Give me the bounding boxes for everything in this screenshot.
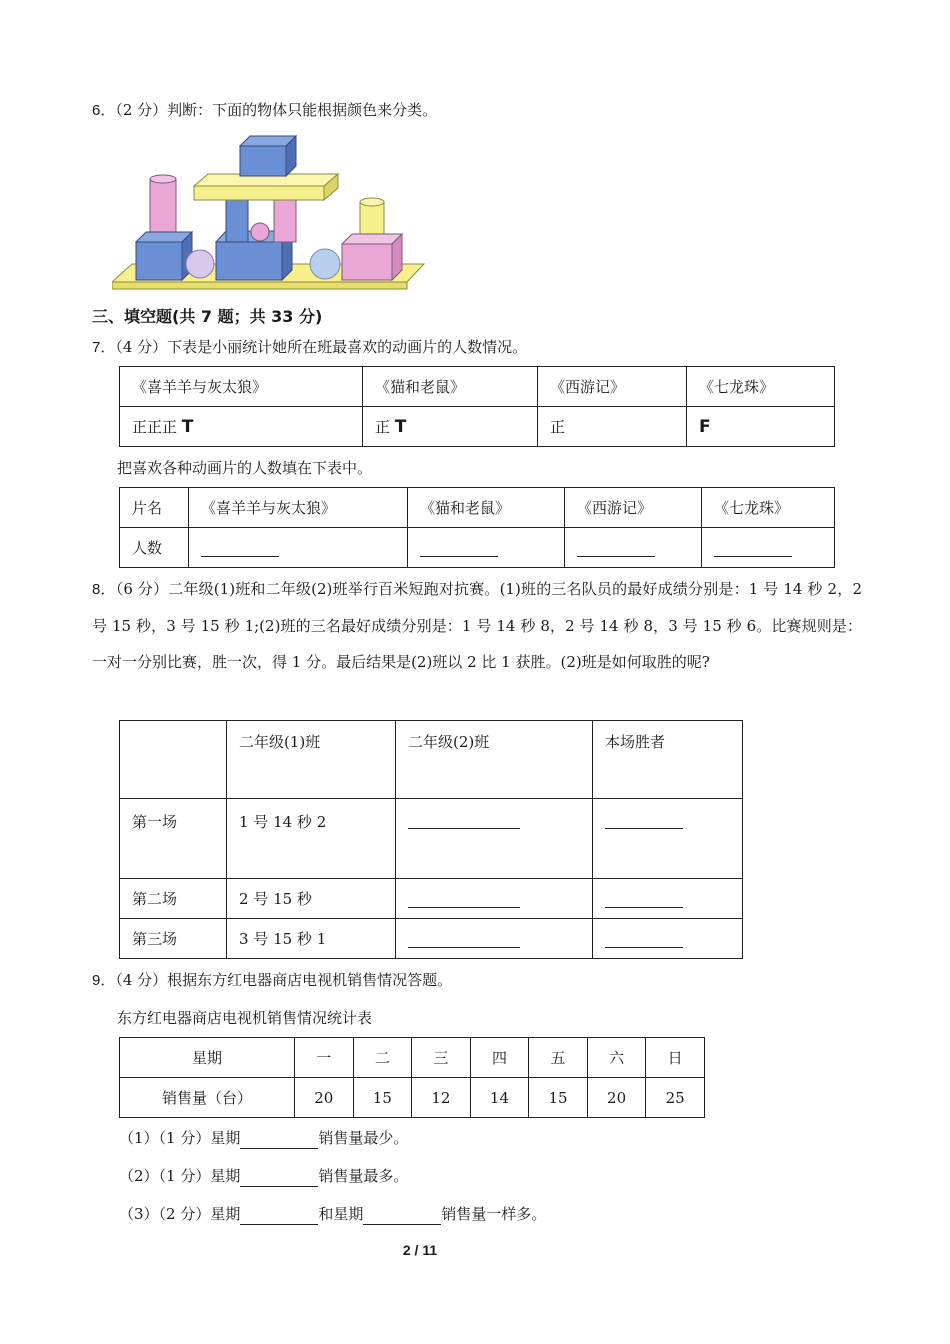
day-cell: 日 [646, 1038, 705, 1078]
answer-blank[interactable] [240, 1208, 318, 1225]
day-cell: 四 [470, 1038, 529, 1078]
sales-cell: 20 [295, 1078, 354, 1118]
fill-cell [408, 528, 565, 568]
fill-title: 《西游记》 [565, 488, 702, 528]
answer-blank[interactable] [605, 812, 683, 829]
q8-winner-cell [593, 919, 743, 959]
fill-title: 《猫和老鼠》 [408, 488, 565, 528]
tally-text: 正 [550, 418, 566, 436]
answer-blank[interactable] [605, 931, 683, 948]
q8-header: 本场胜者 [593, 721, 743, 799]
q8-header: 二年级(1)班 [227, 721, 396, 799]
q8-round-label: 第三场 [120, 919, 227, 959]
q9-text: （4 分）根据东方红电器商店电视机销售情况答题。 [115, 971, 453, 989]
q9-sub1-prefix: （1）（1 分）星期 [119, 1129, 241, 1147]
answer-blank[interactable] [363, 1208, 441, 1225]
q7-line [92, 336, 527, 359]
q7-tally-table [119, 366, 835, 447]
tally-mark: T [181, 417, 192, 437]
q8-header: 二年级(2)班 [396, 721, 593, 799]
left-cube [136, 242, 182, 280]
q9-table-title: 东方红电器商店电视机销售情况统计表 [117, 1009, 373, 1027]
q8-header [120, 721, 227, 799]
blocks-figure [112, 134, 427, 294]
yellow-plank [194, 186, 324, 200]
top-cube [240, 146, 286, 176]
answer-blank[interactable] [240, 1132, 318, 1149]
fill-cell [189, 528, 408, 568]
q9-sub3-suffix: 销售量一样多。 [441, 1205, 547, 1223]
pillar-right [274, 200, 296, 242]
q9-sub2-prefix: （2）（1 分）星期 [119, 1167, 241, 1185]
q8-table [119, 720, 743, 959]
tally-header: 《西游记》 [538, 367, 687, 407]
page-number: 2 / 11 [402, 1242, 438, 1258]
tally-header: 《喜羊羊与灰太狼》 [120, 367, 363, 407]
q9-sub2 [119, 1165, 408, 1187]
fill-cell [565, 528, 702, 568]
q9-number: 9． [92, 972, 116, 989]
tally-text: 正 [375, 418, 391, 436]
sales-cell: 15 [529, 1078, 588, 1118]
answer-blank[interactable] [714, 540, 792, 557]
day-cell: 一 [295, 1038, 354, 1078]
day-cell: 二 [353, 1038, 412, 1078]
day-cell: 六 [587, 1038, 646, 1078]
q7-number: 7． [92, 339, 116, 356]
sales-cell: 25 [646, 1078, 705, 1118]
q6-text: （2 分）判断：下面的物体只能根据颜色来分类。 [115, 101, 438, 119]
answer-blank[interactable] [408, 931, 520, 948]
tally-text: 正正正 [132, 418, 178, 436]
q7-instruction: 把喜欢各种动画片的人数填在下表中。 [117, 459, 373, 477]
q8-class2-cell [396, 879, 593, 919]
sales-cell: 20 [587, 1078, 646, 1118]
q9-sub1-suffix: 销售量最少。 [318, 1129, 409, 1147]
tally-cell [363, 407, 538, 447]
q7-fill-table [119, 487, 835, 568]
sales-row-label: 星期 [120, 1038, 295, 1078]
fill-title: 《喜羊羊与灰太狼》 [189, 488, 408, 528]
tally-mark: F [699, 416, 709, 437]
day-cell: 五 [529, 1038, 588, 1078]
q8-paragraph [92, 571, 862, 680]
answer-blank[interactable] [408, 891, 520, 908]
q8-class1-result: 2 号 15 秒 [227, 879, 396, 919]
tally-cell [120, 407, 363, 447]
q9-sub2-suffix: 销售量最多。 [318, 1167, 409, 1185]
q6-line [92, 99, 437, 122]
fill-cell [702, 528, 835, 568]
sales-cell: 15 [353, 1078, 412, 1118]
q7-text: （4 分）下表是小丽统计她所在班最喜欢的动画片的人数情况。 [115, 338, 528, 356]
right-sphere [310, 249, 340, 279]
answer-blank[interactable] [605, 891, 683, 908]
q8-winner-cell [593, 879, 743, 919]
q8-text: （6 分）二年级(1)班和二年级(2)班举行百米短跑对抗赛。(1)班的三名队员的最好成绩分别是：1 号 14 秒 2，2 号 15 秒，3 号 15 秒 1;(2)班的三名最好成绩分别是：1 号 14 秒 8，2 号 14 秒 8，3 号 15 秒 6。比赛规则是：一对一分别比赛，胜一次，得 1 分。最后结果是(2)班以 2 比 1 获胜。(2)班是如何取胜的呢? [92, 580, 862, 671]
q6-number: 6． [92, 102, 116, 119]
q9-sales-table [119, 1037, 705, 1118]
tally-mark: T [394, 417, 405, 437]
left-sphere [186, 250, 214, 278]
q9-sub3-prefix: （3）（2 分）星期 [119, 1205, 241, 1223]
q8-round-label: 第二场 [120, 879, 227, 919]
q9-sub3 [119, 1203, 546, 1225]
sales-cell: 14 [470, 1078, 529, 1118]
section-title: 三、填空题(共 7 题；共 33 分) [92, 307, 323, 326]
tally-cell [538, 407, 687, 447]
tally-cell [687, 407, 835, 447]
q8-round-label: 第一场 [120, 799, 227, 879]
center-cube [216, 242, 282, 280]
q9-sub1 [119, 1127, 408, 1149]
fill-title: 《七龙珠》 [702, 488, 835, 528]
answer-blank[interactable] [240, 1170, 318, 1187]
answer-blank[interactable] [408, 812, 520, 829]
q8-number: 8． [92, 581, 116, 598]
q8-class2-cell [396, 919, 593, 959]
q9-line [92, 969, 452, 992]
sales-cell: 12 [412, 1078, 471, 1118]
right-cube [342, 244, 392, 280]
pillar-left [226, 200, 248, 242]
tally-header: 《猫和老鼠》 [363, 367, 538, 407]
q8-class2-cell [396, 799, 593, 879]
small-sphere [251, 223, 269, 241]
answer-blank[interactable] [201, 540, 279, 557]
answer-blank[interactable] [577, 540, 655, 557]
day-cell: 三 [412, 1038, 471, 1078]
q8-class1-result: 1 号 14 秒 2 [227, 799, 396, 879]
q9-sub3-middle: 和星期 [318, 1205, 364, 1223]
q8-winner-cell [593, 799, 743, 879]
q8-class1-result: 3 号 15 秒 1 [227, 919, 396, 959]
fill-row-label: 片名 [120, 488, 189, 528]
fill-row-label: 人数 [120, 528, 189, 568]
answer-blank[interactable] [420, 540, 498, 557]
tally-header: 《七龙珠》 [687, 367, 835, 407]
sales-row-label: 销售量（台） [120, 1078, 295, 1118]
